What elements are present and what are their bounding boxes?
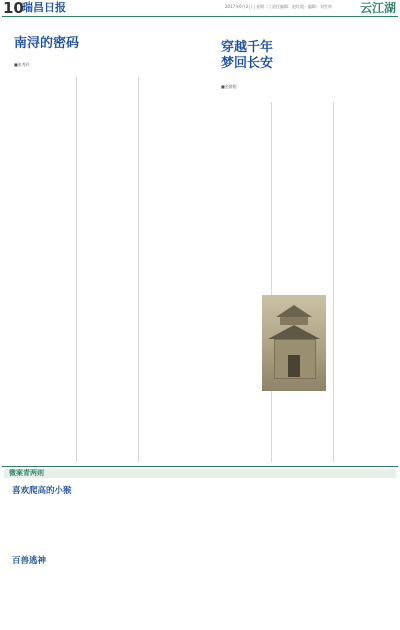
story-body (10, 570, 394, 626)
section-bar (4, 469, 396, 478)
page-number: 10 (3, 0, 24, 17)
story-headline: 喜欢爬高的小猴 (12, 486, 72, 496)
article-byline: ■金群根 (221, 84, 237, 89)
section-divider (2, 466, 398, 467)
article-byline: ■张秀玲 (14, 62, 30, 67)
article-headline: 南浔的密码 (14, 36, 80, 51)
photo-wall-upper (280, 317, 308, 325)
column-divider (138, 77, 139, 462)
headline-line-2: 梦回长安 (221, 56, 274, 71)
photo-roof-lower (268, 325, 320, 339)
photo-door (288, 355, 300, 377)
story-body (10, 500, 394, 552)
article-body (14, 74, 195, 462)
newspaper-name: 瑞昌日报 (22, 1, 66, 14)
bottom-section (0, 466, 400, 630)
article-changan (205, 22, 395, 462)
article-body (213, 98, 391, 462)
column-divider (271, 102, 272, 462)
column-divider (76, 77, 77, 462)
article-photo (262, 295, 326, 391)
column-divider (333, 102, 334, 462)
section-name: 云江湖 (359, 1, 396, 15)
story-headline: 百兽逃神 (12, 556, 47, 566)
photo-roof-upper (276, 305, 312, 317)
section-label: 微案青两则 (9, 469, 44, 477)
headline-line-1: 穿越千年 (221, 40, 274, 55)
article-nanxun (6, 22, 199, 462)
article-headline (221, 40, 273, 72)
header-rule (2, 16, 398, 17)
page-header (0, 0, 400, 16)
issue-info: 2017年6月2日 | 星期二 | 责任编辑：赵红霞 · 编辑：刘雪荣 (225, 4, 332, 9)
